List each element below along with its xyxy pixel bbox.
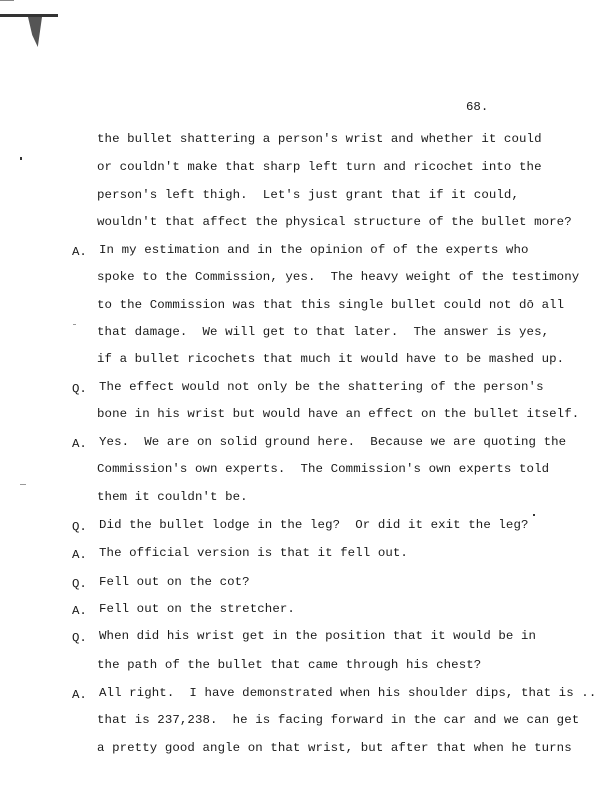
transcript-line: person's left thigh. Let's just grant that if it could,	[97, 188, 519, 202]
transcript-line: When did his wrist get in the position that it would be in	[99, 629, 537, 643]
scan-dot	[533, 514, 535, 516]
transcript-line: a pretty good angle on that wrist, but after that when he turns	[97, 741, 572, 755]
transcript-line: to the Commission was that this single bullet could not dō all	[97, 298, 565, 312]
transcript-line: them it couldn't be.	[97, 490, 248, 504]
transcript-line: wouldn't that affect the physical structure of the bullet more?	[97, 215, 572, 229]
transcript-line: Fell out on the stretcher.	[99, 602, 295, 616]
transcript-line: In my estimation and in the opinion of of the experts who	[99, 243, 529, 257]
speaker-label: A.	[72, 688, 87, 702]
transcript-line: or couldn't make that sharp left turn and ricochet into the	[97, 160, 542, 174]
transcript-line: the bullet shattering a person's wrist and whether it could	[97, 132, 542, 146]
page-number: 68.	[466, 100, 489, 114]
scan-artifact	[0, 14, 58, 17]
transcript-line: if a bullet ricochets that much it would have to be mashed up.	[97, 352, 565, 366]
speaker-label: A.	[72, 245, 87, 259]
transcript-line: that is 237,238. he is facing forward in the car and we can get	[97, 713, 580, 727]
speaker-label: Q.	[72, 520, 87, 534]
transcript-line: spoke to the Commission, yes. The heavy weight of the testimony	[97, 270, 580, 284]
transcript-line: Did the bullet lodge in the leg? Or did it exit the leg?	[99, 518, 529, 532]
transcript-line: that damage. We will get to that later. The answer is yes,	[97, 325, 550, 339]
speaker-label: A.	[72, 604, 87, 618]
transcript-line: Commission's own experts. The Commission's own experts told	[97, 462, 550, 476]
speaker-label: Q.	[72, 631, 87, 645]
transcript-line: The official version is that it fell out.	[99, 546, 408, 560]
transcript-line: The effect would not only be the shattering of the person's	[99, 380, 544, 394]
speaker-label: Q.	[72, 382, 87, 396]
scan-dot	[73, 324, 76, 325]
speaker-label: A.	[72, 437, 87, 451]
speaker-label: A.	[72, 548, 87, 562]
transcript-line: Fell out on the cot?	[99, 575, 250, 589]
speaker-label: Q.	[72, 577, 87, 591]
transcript-line: Yes. We are on solid ground here. Because we are quoting the	[99, 435, 567, 449]
transcript-line: All right. I have demonstrated when his shoulder dips, that is ..	[99, 686, 597, 700]
scan-artifact	[28, 17, 42, 47]
scan-dot	[20, 484, 26, 485]
transcript-line: the path of the bullet that came through his chest?	[97, 658, 482, 672]
transcript-line: bone in his wrist but would have an effect on the bullet itself.	[97, 407, 580, 421]
scan-artifact	[0, 0, 14, 1]
scan-dot	[20, 157, 22, 160]
